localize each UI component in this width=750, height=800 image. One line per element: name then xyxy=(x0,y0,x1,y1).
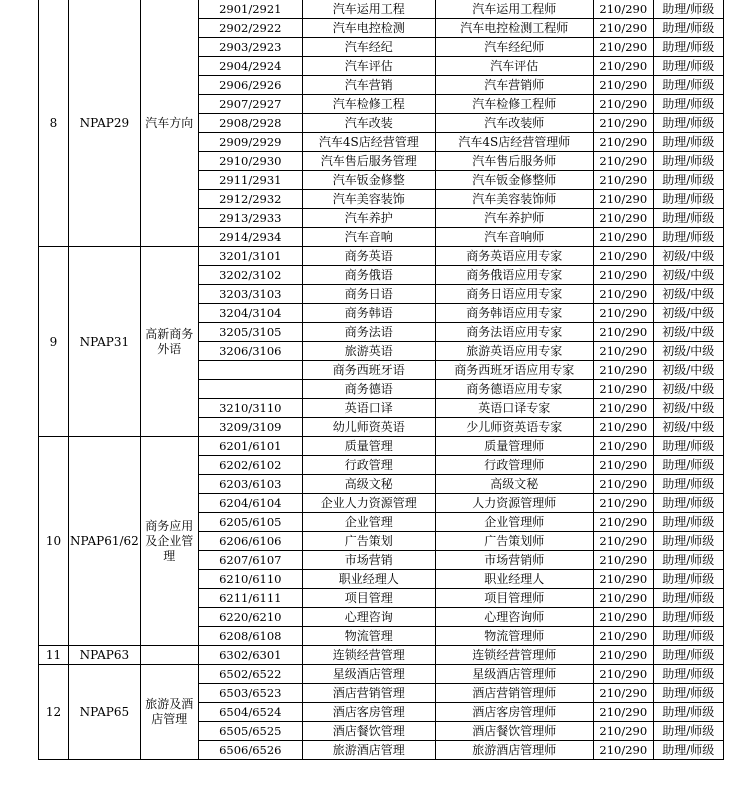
hours-cell: 210/290 xyxy=(593,456,653,475)
certificate-title-cell: 旅游酒店管理师 xyxy=(435,741,593,760)
level-cell: 助理/师级 xyxy=(653,475,723,494)
hours-cell: 210/290 xyxy=(593,437,653,456)
certificate-title-cell: 人力资源管理师 xyxy=(435,494,593,513)
course-name-cell: 商务法语 xyxy=(302,323,435,342)
hours-cell: 210/290 xyxy=(593,285,653,304)
course-table xyxy=(38,0,724,760)
hours-cell: 210/290 xyxy=(593,665,653,684)
course-name-cell: 汽车运用工程 xyxy=(302,0,435,19)
hours-cell: 210/290 xyxy=(593,304,653,323)
course-number-cell: 6207/6107 xyxy=(198,551,302,570)
hours-cell: 210/290 xyxy=(593,114,653,133)
hours-cell: 210/290 xyxy=(593,513,653,532)
certificate-title-cell: 汽车运用工程师 xyxy=(435,0,593,19)
level-cell: 初级/中级 xyxy=(653,285,723,304)
level-cell: 助理/师级 xyxy=(653,76,723,95)
certificate-title-cell: 星级酒店管理师 xyxy=(435,665,593,684)
group-number-cell: 8 xyxy=(39,0,69,247)
level-cell: 助理/师级 xyxy=(653,532,723,551)
course-name-cell: 行政管理 xyxy=(302,456,435,475)
course-number-cell: 2908/2928 xyxy=(198,114,302,133)
group-code-cell: NPAP31 xyxy=(69,247,141,437)
group-number-cell: 10 xyxy=(39,437,69,646)
course-name-cell: 酒店餐饮管理 xyxy=(302,722,435,741)
certificate-title-cell: 汽车评估 xyxy=(435,57,593,76)
course-number-cell: 6205/6105 xyxy=(198,513,302,532)
hours-cell: 210/290 xyxy=(593,38,653,57)
hours-cell: 210/290 xyxy=(593,190,653,209)
table-row xyxy=(39,646,724,665)
course-name-cell: 星级酒店管理 xyxy=(302,665,435,684)
group-code-cell: NPAP29 xyxy=(69,0,141,247)
course-name-cell: 酒店客房管理 xyxy=(302,703,435,722)
level-cell: 助理/师级 xyxy=(653,57,723,76)
course-number-cell: 2912/2932 xyxy=(198,190,302,209)
certificate-title-cell: 英语口译专家 xyxy=(435,399,593,418)
course-name-cell: 汽车改装 xyxy=(302,114,435,133)
hours-cell: 210/290 xyxy=(593,684,653,703)
level-cell: 助理/师级 xyxy=(653,570,723,589)
course-number-cell: 2913/2933 xyxy=(198,209,302,228)
course-number-cell: 3209/3109 xyxy=(198,418,302,437)
hours-cell: 210/290 xyxy=(593,532,653,551)
group-code-cell: NPAP61/62 xyxy=(69,437,141,646)
certificate-title-cell: 汽车美容装饰师 xyxy=(435,190,593,209)
level-cell: 助理/师级 xyxy=(653,437,723,456)
course-name-cell: 企业管理 xyxy=(302,513,435,532)
course-name-cell: 连锁经营管理 xyxy=(302,646,435,665)
certificate-title-cell: 职业经理人 xyxy=(435,570,593,589)
certificate-title-cell: 汽车经纪师 xyxy=(435,38,593,57)
course-number-cell: 3210/3110 xyxy=(198,399,302,418)
course-number-cell: 3202/3102 xyxy=(198,266,302,285)
table-row xyxy=(39,247,724,266)
course-name-cell: 商务日语 xyxy=(302,285,435,304)
level-cell: 助理/师级 xyxy=(653,722,723,741)
course-name-cell: 广告策划 xyxy=(302,532,435,551)
level-cell: 助理/师级 xyxy=(653,494,723,513)
hours-cell: 210/290 xyxy=(593,570,653,589)
course-name-cell: 汽车评估 xyxy=(302,57,435,76)
course-name-cell: 英语口译 xyxy=(302,399,435,418)
group-direction-cell xyxy=(140,646,198,665)
level-cell: 初级/中级 xyxy=(653,342,723,361)
course-name-cell: 心理咨询 xyxy=(302,608,435,627)
level-cell: 初级/中级 xyxy=(653,418,723,437)
certificate-title-cell: 行政管理师 xyxy=(435,456,593,475)
level-cell: 助理/师级 xyxy=(653,703,723,722)
hours-cell: 210/290 xyxy=(593,361,653,380)
course-name-cell: 商务俄语 xyxy=(302,266,435,285)
table-row xyxy=(39,437,724,456)
certificate-title-cell: 汽车4S店经营管理师 xyxy=(435,133,593,152)
level-cell: 助理/师级 xyxy=(653,456,723,475)
course-number-cell: 2909/2929 xyxy=(198,133,302,152)
certificate-title-cell: 酒店餐饮管理师 xyxy=(435,722,593,741)
level-cell: 助理/师级 xyxy=(653,551,723,570)
certificate-title-cell: 市场营销师 xyxy=(435,551,593,570)
certificate-title-cell: 高级文秘 xyxy=(435,475,593,494)
level-cell: 助理/师级 xyxy=(653,665,723,684)
course-name-cell: 汽车电控检测 xyxy=(302,19,435,38)
certificate-title-cell: 商务韩语应用专家 xyxy=(435,304,593,323)
course-number-cell xyxy=(198,361,302,380)
course-name-cell: 汽车售后服务管理 xyxy=(302,152,435,171)
course-number-cell: 3205/3105 xyxy=(198,323,302,342)
certificate-title-cell: 商务西班牙语应用专家 xyxy=(435,361,593,380)
level-cell: 助理/师级 xyxy=(653,95,723,114)
course-number-cell: 6502/6522 xyxy=(198,665,302,684)
course-number-cell: 6302/6301 xyxy=(198,646,302,665)
hours-cell: 210/290 xyxy=(593,266,653,285)
group-number-cell: 11 xyxy=(39,646,69,665)
hours-cell: 210/290 xyxy=(593,228,653,247)
course-name-cell: 高级文秘 xyxy=(302,475,435,494)
hours-cell: 210/290 xyxy=(593,589,653,608)
course-name-cell: 商务韩语 xyxy=(302,304,435,323)
course-number-cell: 6203/6103 xyxy=(198,475,302,494)
certificate-title-cell: 酒店客房管理师 xyxy=(435,703,593,722)
hours-cell: 210/290 xyxy=(593,76,653,95)
certificate-title-cell: 汽车音响师 xyxy=(435,228,593,247)
certificate-title-cell: 物流管理师 xyxy=(435,627,593,646)
group-direction-cell: 旅游及酒店管理 xyxy=(140,665,198,760)
course-name-cell: 项目管理 xyxy=(302,589,435,608)
level-cell: 初级/中级 xyxy=(653,266,723,285)
course-number-cell: 6506/6526 xyxy=(198,741,302,760)
level-cell: 助理/师级 xyxy=(653,741,723,760)
course-name-cell: 旅游英语 xyxy=(302,342,435,361)
level-cell: 初级/中级 xyxy=(653,323,723,342)
course-number-cell: 6204/6104 xyxy=(198,494,302,513)
course-number-cell: 2906/2926 xyxy=(198,76,302,95)
group-number-cell: 12 xyxy=(39,665,69,760)
hours-cell: 210/290 xyxy=(593,494,653,513)
table-row xyxy=(39,0,724,19)
course-number-cell: 6220/6210 xyxy=(198,608,302,627)
level-cell: 助理/师级 xyxy=(653,190,723,209)
level-cell: 初级/中级 xyxy=(653,247,723,266)
hours-cell: 210/290 xyxy=(593,57,653,76)
course-name-cell: 酒店营销管理 xyxy=(302,684,435,703)
hours-cell: 210/290 xyxy=(593,722,653,741)
group-direction-cell: 商务应用及企业管理 xyxy=(140,437,198,646)
hours-cell: 210/290 xyxy=(593,342,653,361)
hours-cell: 210/290 xyxy=(593,0,653,19)
certificate-title-cell: 商务俄语应用专家 xyxy=(435,266,593,285)
course-name-cell: 物流管理 xyxy=(302,627,435,646)
level-cell: 助理/师级 xyxy=(653,152,723,171)
course-name-cell: 汽车音响 xyxy=(302,228,435,247)
course-name-cell: 商务西班牙语 xyxy=(302,361,435,380)
certificate-title-cell: 汽车改装师 xyxy=(435,114,593,133)
certificate-title-cell: 酒店营销管理师 xyxy=(435,684,593,703)
certificate-title-cell: 商务英语应用专家 xyxy=(435,247,593,266)
course-number-cell: 2911/2931 xyxy=(198,171,302,190)
level-cell: 助理/师级 xyxy=(653,608,723,627)
level-cell: 助理/师级 xyxy=(653,133,723,152)
certificate-title-cell: 旅游英语应用专家 xyxy=(435,342,593,361)
hours-cell: 210/290 xyxy=(593,152,653,171)
hours-cell: 210/290 xyxy=(593,380,653,399)
level-cell: 助理/师级 xyxy=(653,589,723,608)
course-number-cell: 3203/3103 xyxy=(198,285,302,304)
course-number-cell: 2907/2927 xyxy=(198,95,302,114)
certificate-title-cell: 项目管理师 xyxy=(435,589,593,608)
certificate-title-cell: 汽车钣金修整师 xyxy=(435,171,593,190)
course-number-cell: 6208/6108 xyxy=(198,627,302,646)
certificate-title-cell: 汽车检修工程师 xyxy=(435,95,593,114)
hours-cell: 210/290 xyxy=(593,399,653,418)
hours-cell: 210/290 xyxy=(593,418,653,437)
course-name-cell: 职业经理人 xyxy=(302,570,435,589)
certificate-title-cell: 心理咨询师 xyxy=(435,608,593,627)
course-number-cell xyxy=(198,380,302,399)
course-number-cell: 2904/2924 xyxy=(198,57,302,76)
group-direction-cell: 高新商务外语 xyxy=(140,247,198,437)
certificate-title-cell: 广告策划师 xyxy=(435,532,593,551)
certificate-title-cell: 质量管理师 xyxy=(435,437,593,456)
course-name-cell: 商务英语 xyxy=(302,247,435,266)
course-number-cell: 3204/3104 xyxy=(198,304,302,323)
certificate-title-cell: 汽车养护师 xyxy=(435,209,593,228)
course-name-cell: 汽车4S店经营管理 xyxy=(302,133,435,152)
group-code-cell: NPAP65 xyxy=(69,665,141,760)
level-cell: 助理/师级 xyxy=(653,228,723,247)
group-code-cell: NPAP63 xyxy=(69,646,141,665)
hours-cell: 210/290 xyxy=(593,209,653,228)
hours-cell: 210/290 xyxy=(593,646,653,665)
course-name-cell: 质量管理 xyxy=(302,437,435,456)
course-number-cell: 6505/6525 xyxy=(198,722,302,741)
course-name-cell: 旅游酒店管理 xyxy=(302,741,435,760)
certificate-title-cell: 汽车售后服务师 xyxy=(435,152,593,171)
course-name-cell: 汽车养护 xyxy=(302,209,435,228)
group-number-cell: 9 xyxy=(39,247,69,437)
level-cell: 初级/中级 xyxy=(653,399,723,418)
course-name-cell: 企业人力资源管理 xyxy=(302,494,435,513)
certificate-title-cell: 商务日语应用专家 xyxy=(435,285,593,304)
hours-cell: 210/290 xyxy=(593,95,653,114)
level-cell: 助理/师级 xyxy=(653,684,723,703)
level-cell: 初级/中级 xyxy=(653,304,723,323)
hours-cell: 210/290 xyxy=(593,323,653,342)
certificate-title-cell: 汽车营销师 xyxy=(435,76,593,95)
course-number-cell: 2903/2923 xyxy=(198,38,302,57)
certificate-title-cell: 企业管理师 xyxy=(435,513,593,532)
level-cell: 助理/师级 xyxy=(653,627,723,646)
certificate-title-cell: 连锁经营管理师 xyxy=(435,646,593,665)
level-cell: 助理/师级 xyxy=(653,19,723,38)
course-number-cell: 6504/6524 xyxy=(198,703,302,722)
hours-cell: 210/290 xyxy=(593,703,653,722)
course-name-cell: 汽车钣金修整 xyxy=(302,171,435,190)
course-number-cell: 3201/3101 xyxy=(198,247,302,266)
certificate-title-cell: 汽车电控检测工程师 xyxy=(435,19,593,38)
hours-cell: 210/290 xyxy=(593,475,653,494)
hours-cell: 210/290 xyxy=(593,247,653,266)
level-cell: 助理/师级 xyxy=(653,114,723,133)
course-number-cell: 6503/6523 xyxy=(198,684,302,703)
course-name-cell: 汽车营销 xyxy=(302,76,435,95)
course-number-cell: 6210/6110 xyxy=(198,570,302,589)
course-number-cell: 2914/2934 xyxy=(198,228,302,247)
level-cell: 初级/中级 xyxy=(653,380,723,399)
hours-cell: 210/290 xyxy=(593,171,653,190)
course-number-cell: 2901/2921 xyxy=(198,0,302,19)
certificate-title-cell: 商务法语应用专家 xyxy=(435,323,593,342)
course-number-cell: 6201/6101 xyxy=(198,437,302,456)
certificate-title-cell: 少儿师资英语专家 xyxy=(435,418,593,437)
hours-cell: 210/290 xyxy=(593,741,653,760)
course-name-cell: 汽车美容装饰 xyxy=(302,190,435,209)
course-name-cell: 商务德语 xyxy=(302,380,435,399)
level-cell: 助理/师级 xyxy=(653,0,723,19)
hours-cell: 210/290 xyxy=(593,608,653,627)
course-name-cell: 幼儿师资英语 xyxy=(302,418,435,437)
level-cell: 助理/师级 xyxy=(653,171,723,190)
level-cell: 助理/师级 xyxy=(653,646,723,665)
level-cell: 助理/师级 xyxy=(653,209,723,228)
certificate-title-cell: 商务德语应用专家 xyxy=(435,380,593,399)
level-cell: 初级/中级 xyxy=(653,361,723,380)
course-number-cell: 3206/3106 xyxy=(198,342,302,361)
course-name-cell: 汽车检修工程 xyxy=(302,95,435,114)
table-row xyxy=(39,665,724,684)
hours-cell: 210/290 xyxy=(593,133,653,152)
course-number-cell: 6206/6106 xyxy=(198,532,302,551)
table-body xyxy=(39,0,724,760)
level-cell: 助理/师级 xyxy=(653,513,723,532)
hours-cell: 210/290 xyxy=(593,551,653,570)
hours-cell: 210/290 xyxy=(593,627,653,646)
group-direction-cell: 汽车方向 xyxy=(140,0,198,247)
course-number-cell: 6211/6111 xyxy=(198,589,302,608)
course-number-cell: 2910/2930 xyxy=(198,152,302,171)
hours-cell: 210/290 xyxy=(593,19,653,38)
course-name-cell: 汽车经纪 xyxy=(302,38,435,57)
course-name-cell: 市场营销 xyxy=(302,551,435,570)
level-cell: 助理/师级 xyxy=(653,38,723,57)
course-number-cell: 2902/2922 xyxy=(198,19,302,38)
course-number-cell: 6202/6102 xyxy=(198,456,302,475)
